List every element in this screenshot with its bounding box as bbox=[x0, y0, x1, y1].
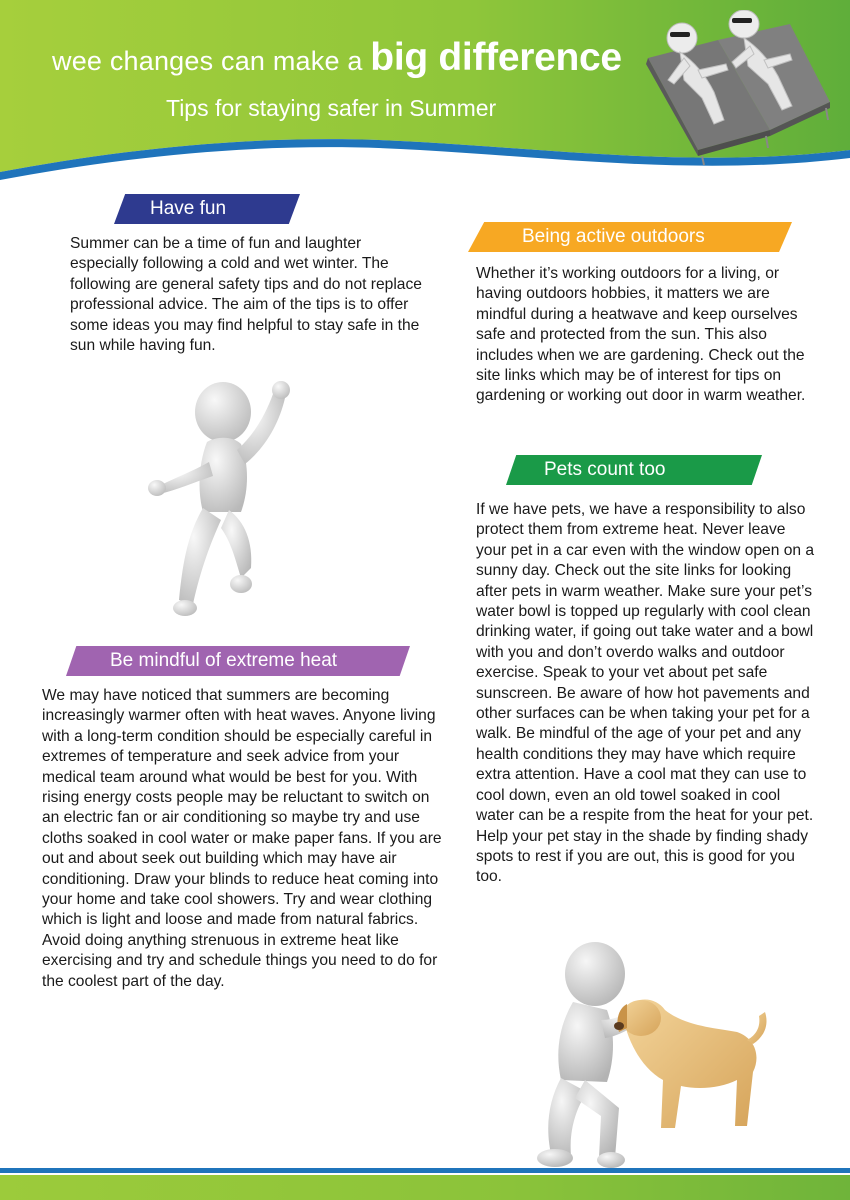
pets-paragraph: If we have pets, we have a responsibility to also protect them from extreme heat. Never leave your pet in a car even with the window open on a sunny day. Check out the site links for looking after pets in warm weather. Make sure your pet’s water bowl is topped up regularly with cool clean drinking water, if going out take water and a bowl with you and don’t overdo walks and outdoor exercise. Speak to your vet about pet safe sunscreen. Be aware of how hot pavements and other surfaces can be when taking your pet for a walk. Be mindful of the age of your pet and any health conditions they may have which require extra attention. Have a cool mat they can use to cool down, even an old towel soaked in cool water can be a respite from the heat for your pet. Help your pet stay in the shade by finding shady spots to rest if you are out, this is good for you too. bbox=[476, 501, 815, 886]
outdoors-paragraph: Whether it’s working outdoors for a living, or having outdoors hobbies, it matters we are mindful during a heatwave and keep ourselves safe and protected from the sun. This also includes when we are gardening. Check out the site links which may be of interest for tips on gardening or working out door in warm weather. bbox=[476, 265, 806, 405]
heat-paragraph: We may have noticed that summers are becoming increasingly warmer often with heat waves. Anyone living with a long-term condition should be especially careful in extremes of temperature and seek advice from your medical team around what would be best for you. With rising energy costs people may be reluctant to switch on an electric fan or air conditioning so maybe try and use cloths soaked in cool water or make paper fans. If you are out and about seek out building which may have air conditioning. Draw your blinds to reduce heat coming into your home and take cool showers. Try and wear clothing which is light and loose and made from natural fabrics. Avoid doing anything strenuous in extreme heat like exercising and try and schedule things you need to do for the coolest part of the day. bbox=[42, 687, 442, 990]
header-title-prefix: wee changes can make a bbox=[52, 46, 363, 76]
figure-with-dog-illustration bbox=[515, 940, 770, 1170]
section-label-outdoors bbox=[468, 222, 792, 252]
sunbathing-figures-illustration bbox=[640, 10, 840, 165]
footer-blue-stripe bbox=[0, 1168, 850, 1173]
have-fun-heading: Have fun bbox=[150, 198, 227, 219]
heat-heading: Be mindful of extreme heat bbox=[110, 650, 338, 671]
header-title-emphasis: big difference bbox=[370, 36, 622, 79]
header-subtitle: Tips for staying safer in Summer bbox=[166, 95, 497, 121]
section-label-have-fun bbox=[114, 194, 300, 224]
header-title bbox=[52, 36, 622, 80]
section-label-heat bbox=[66, 646, 410, 676]
have-fun-paragraph: Summer can be a time of fun and laughter especially following a cold and wet winter. The following are general safety tips and do not replace professional advice. The aim of the tips is to offer some ideas you may find helpful to stay safe in the sun while having fun. bbox=[70, 235, 422, 355]
pets-heading: Pets count too bbox=[544, 459, 666, 480]
section-label-pets bbox=[506, 455, 762, 485]
footer-band bbox=[0, 1168, 850, 1200]
jumping-figure-illustration bbox=[145, 372, 295, 622]
footer-green-stripe bbox=[0, 1175, 850, 1200]
outdoors-heading: Being active outdoors bbox=[522, 226, 705, 247]
